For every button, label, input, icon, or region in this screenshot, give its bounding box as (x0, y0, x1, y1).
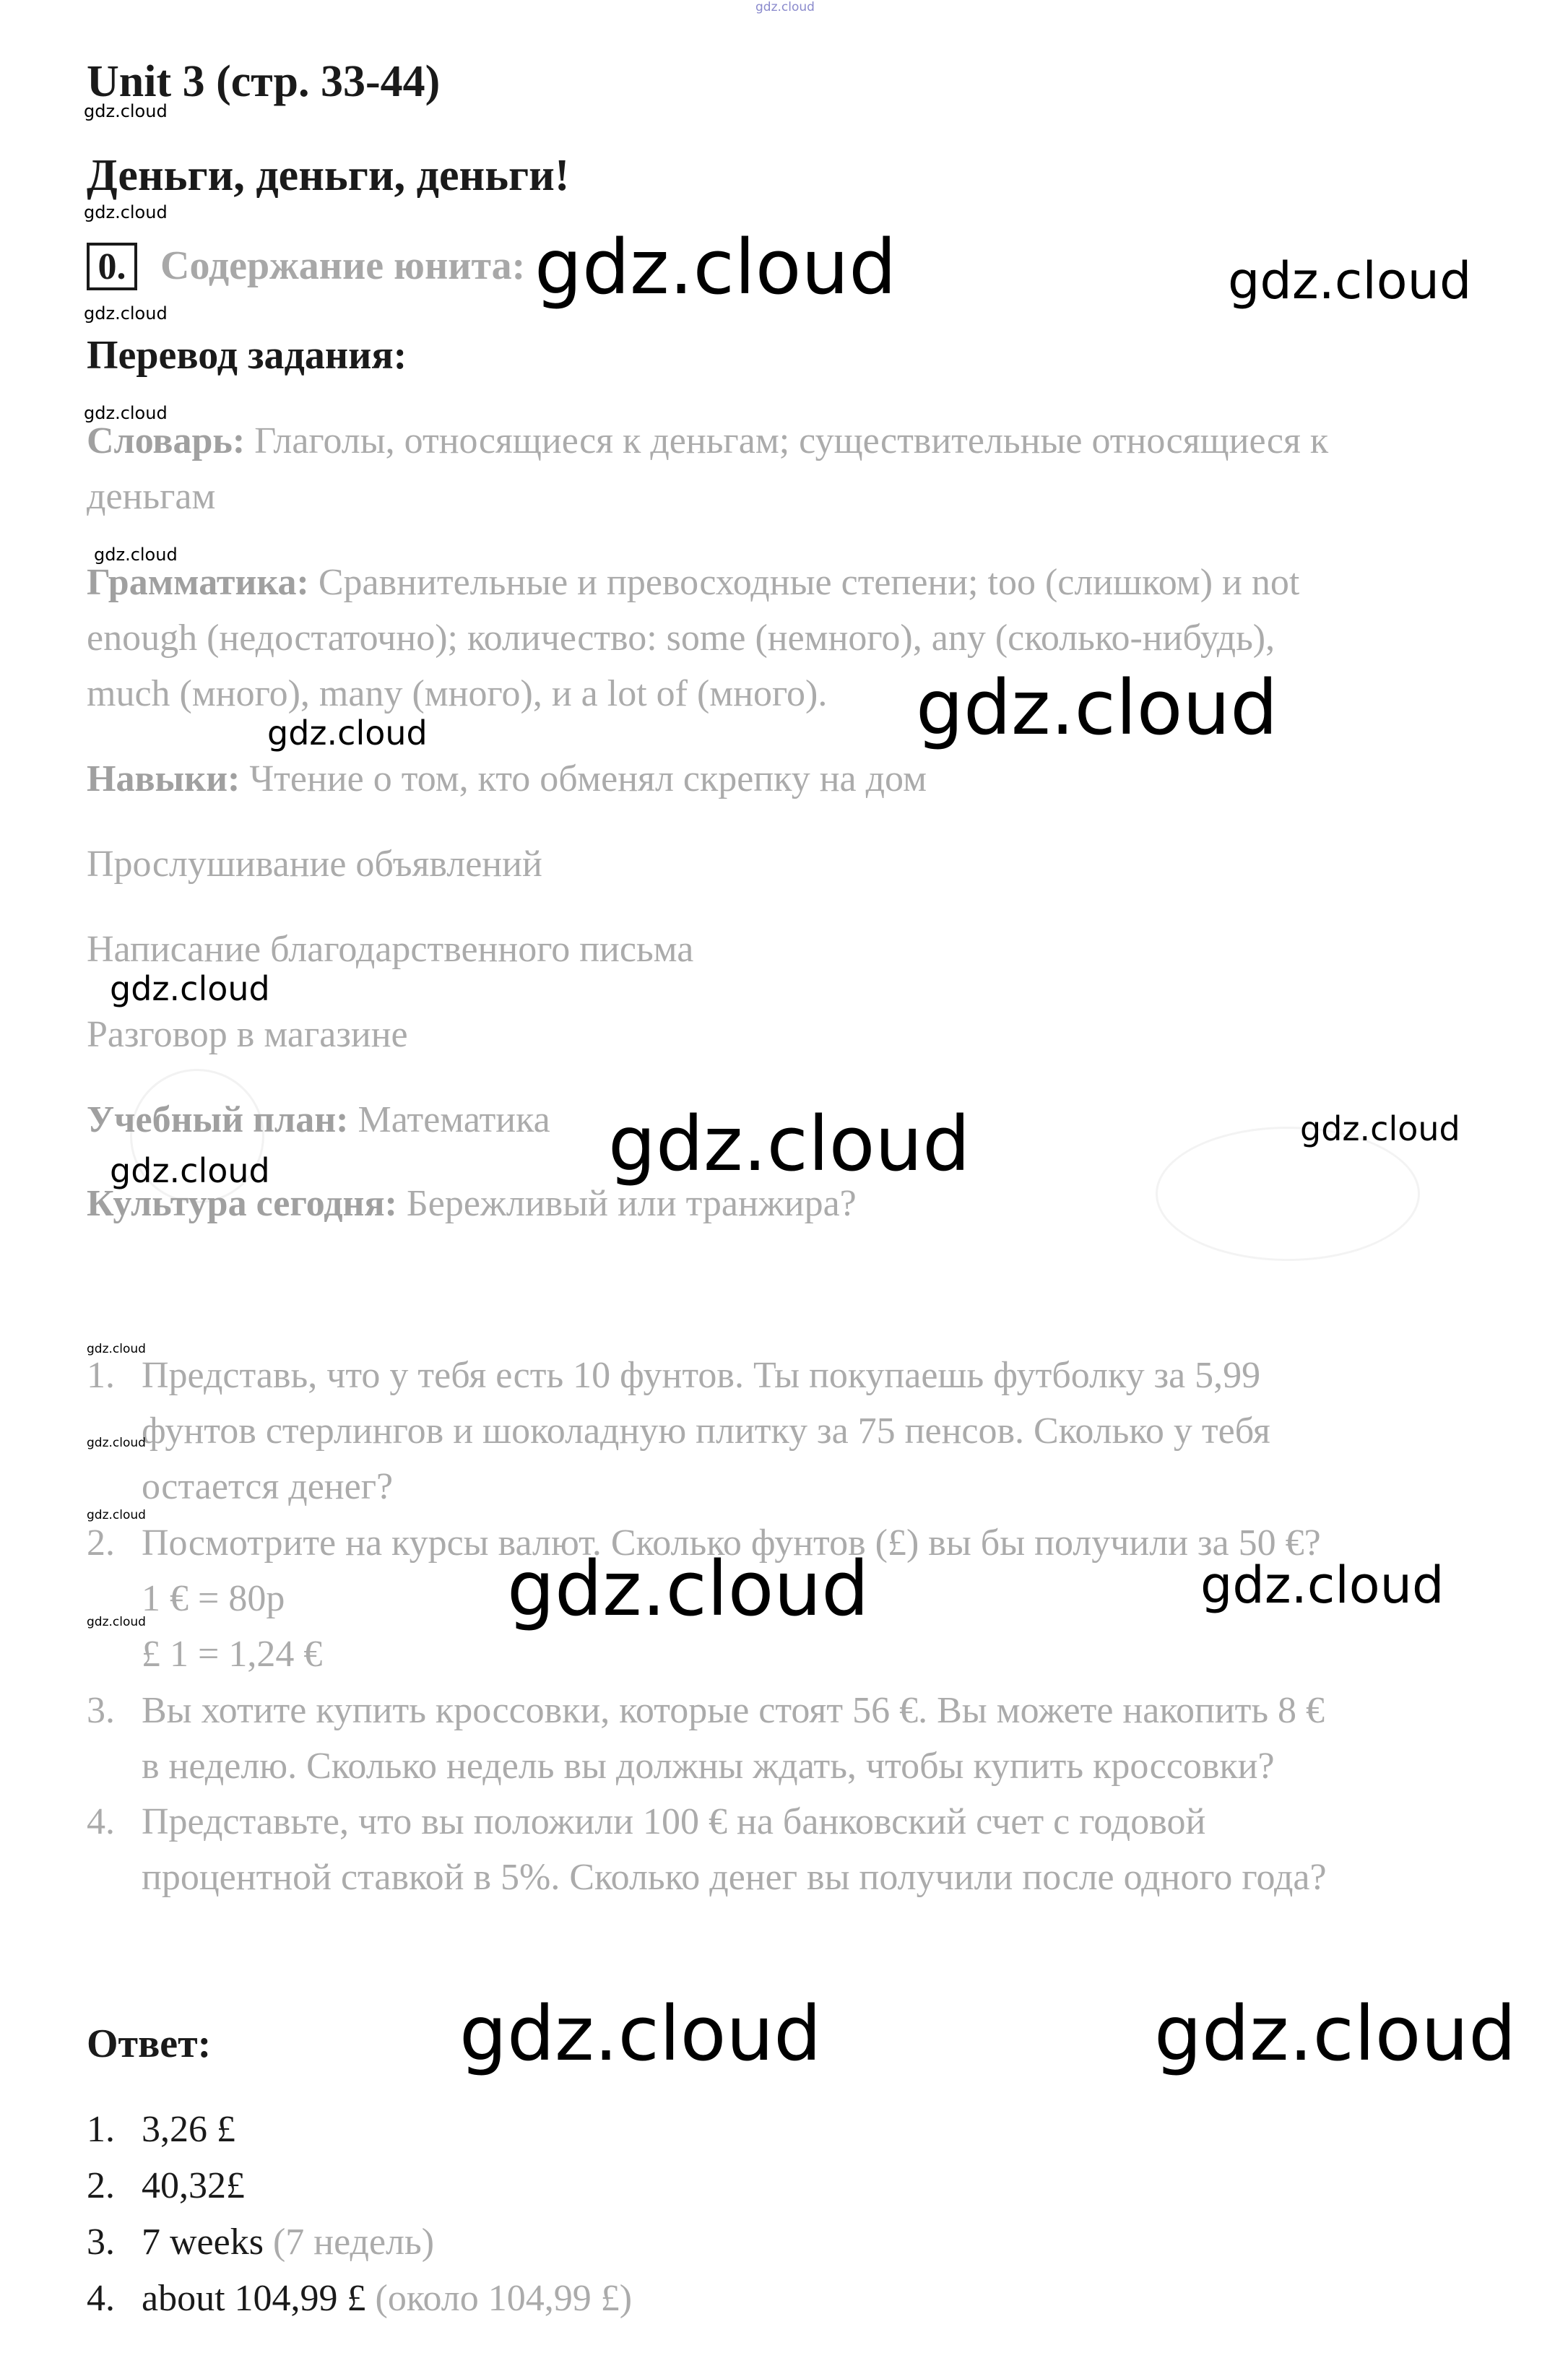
answer-text (142, 2214, 434, 2270)
watermark: gdz.cloud (84, 101, 168, 121)
content-skills (87, 751, 927, 807)
watermark: gdz.cloud (1154, 1990, 1517, 2078)
content-label: Культура сегодня: (87, 1183, 397, 1224)
answer-text (142, 2158, 245, 2214)
watermark: gdz.cloud (87, 1342, 146, 1356)
content-text: Чтение о том, кто обменял скрепку на дом (249, 758, 927, 799)
answer-number: 4. (87, 2278, 115, 2319)
answer-text (142, 2271, 632, 2326)
watermark: gdz.cloud (110, 969, 270, 1008)
task-line: остается денег? (142, 1466, 394, 1507)
content-text: enough (недостаточно); количество: some (немного), any (сколько-нибудь), (87, 617, 1275, 659)
watermark: gdz.cloud (1300, 1109, 1460, 1148)
content-text: Сравнительные и превосходные степени; too (слишком) и not (318, 562, 1300, 603)
content-speaking: Разговор в магазине (87, 1014, 408, 1055)
answer-item (87, 2102, 1387, 2158)
task-item (87, 1348, 1488, 1521)
task-line: Представь, что у тебя есть 10 фунтов. Ты покупаешь футболку за 5,99 (142, 1355, 1261, 1396)
task-number: 3. (87, 1690, 115, 1731)
watermark: gdz.cloud (87, 1615, 146, 1629)
top-watermark: gdz.cloud (755, 0, 815, 14)
watermark: gdz.cloud (94, 545, 178, 565)
section-number-box: 0. (87, 243, 137, 290)
content-culture (87, 1176, 857, 1231)
answer-value: 3,26 £ (142, 2109, 235, 2150)
answer-text (142, 2102, 235, 2157)
task-number: 1. (87, 1355, 115, 1396)
task-item (87, 1794, 1488, 1910)
content-vocabulary (87, 413, 1328, 524)
content-curriculum (87, 1092, 550, 1148)
task-text (142, 1348, 1270, 1514)
watermark: gdz.cloud (608, 1100, 971, 1188)
content-text: Бережливый или транжира? (406, 1183, 857, 1224)
watermark: gdz.cloud (459, 1990, 822, 2078)
section-title: Содержание юнита: (160, 243, 526, 288)
task-text (142, 1794, 1327, 1905)
watermark: gdz.cloud (267, 714, 428, 753)
watermark: gdz.cloud (87, 1508, 146, 1522)
watermark: gdz.cloud (84, 303, 168, 324)
answer-item (87, 2158, 1387, 2214)
task-number: 4. (87, 1801, 115, 1842)
task-line: в неделю. Сколько недель вы должны ждать, чтобы купить кроссовки? (142, 1746, 1275, 1787)
task-text (142, 1683, 1325, 1794)
answer-value: 40,32£ (142, 2165, 245, 2206)
task-line: £ 1 = 1,24 € (142, 1634, 323, 1675)
watermark: gdz.cloud (916, 664, 1278, 752)
answer-translation: (7 недель) (272, 2222, 435, 2263)
task-line: фунтов стерлингов и шоколадную плитку за 75 пенсов. Сколько у тебя (142, 1410, 1270, 1452)
task-line: Вы хотите купить кроссовки, которые стоят 56 €. Вы можете накопить 8 € (142, 1690, 1325, 1731)
watermark: gdz.cloud (84, 403, 168, 423)
watermark: gdz.cloud (110, 1151, 270, 1190)
task-line: Посмотрите на курсы валют. Сколько фунтов (£) вы бы получили за 50 €? (142, 1522, 1321, 1564)
task-item (87, 1683, 1488, 1798)
task-line: Представьте, что вы положили 100 € на банковский счет с годовой (142, 1801, 1206, 1842)
answer-item (87, 2214, 1387, 2271)
task-line: 1 € = 80p (142, 1578, 285, 1619)
watermark: gdz.cloud (87, 1436, 146, 1450)
answer-number: 2. (87, 2165, 115, 2206)
answer-value: 7 weeks (142, 2222, 264, 2263)
answer-value: about 104,99 £ (142, 2278, 366, 2319)
content-label: Грамматика: (87, 562, 309, 603)
answer-item (87, 2271, 1387, 2327)
answer-number: 3. (87, 2222, 115, 2263)
translation-heading: Перевод задания: (87, 333, 407, 378)
content-text: Математика (358, 1099, 550, 1140)
watermark: gdz.cloud (84, 202, 168, 222)
content-label: Словарь: (87, 420, 246, 461)
watermark: gdz.cloud (534, 223, 897, 311)
task-line: процентной ставкой в 5%. Сколько денег вы получили после одного года? (142, 1857, 1327, 1898)
content-listening: Прослушивание объявлений (87, 844, 542, 885)
task-number: 2. (87, 1522, 115, 1564)
watermark: gdz.cloud (507, 1545, 870, 1633)
watermark: gdz.cloud (1200, 1556, 1444, 1615)
answer-translation: (около 104,99 £) (375, 2278, 633, 2319)
content-writing: Написание благодарственного письма (87, 929, 694, 970)
content-text: Глаголы, относящиеся к деньгам; существительные относящиеся к (254, 420, 1329, 461)
content-label: Навыки: (87, 758, 241, 799)
unit-title: Unit 3 (стр. 33-44) (87, 57, 441, 106)
content-text: much (много), many (много), и a lot of (много). (87, 673, 828, 714)
answer-number: 1. (87, 2109, 115, 2150)
unit-subtitle: Деньги, деньги, деньги! (87, 151, 570, 200)
content-label: Учебный план: (87, 1099, 349, 1140)
content-text: деньгам (87, 476, 216, 517)
watermark: gdz.cloud (1228, 251, 1472, 311)
answer-heading: Ответ: (87, 2021, 212, 2066)
